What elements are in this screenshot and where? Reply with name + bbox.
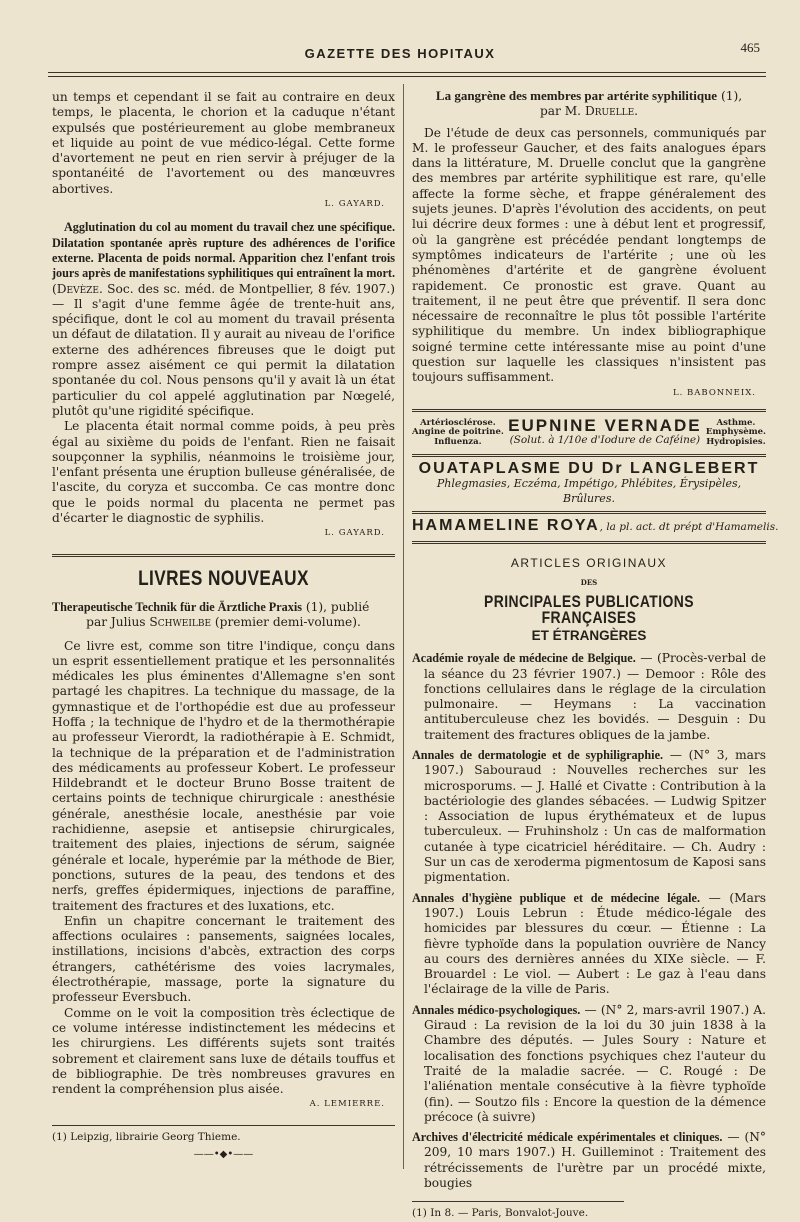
author-prefix: par M. (539, 104, 585, 119)
author: Druelle (584, 104, 635, 119)
footnote: (1) Leipzig, librairie Georg Thieme. (52, 1130, 241, 1143)
ad-indication: Angine de poitrine. (412, 427, 504, 438)
article-text: . Soc. des sc. méd. de Montpellier, 8 fév. 1907.) — Il s'agit d'une femme âgée de trente-huit ans, spécifique, dont le col au moment du travail présenta un défaut de dilatation. Il y aurait au niveau de l'orifice externe des adhérences fibreuses que le doigt put rompre assez aisément ce qui permit la dilatation spontanée du col. Nous pensons qu'il y avait là un état particulier du col appelé agglutination par Nœgelé, plutôt qu'une rigidité spécifique. (52, 281, 395, 418)
ad-eupnine (412, 415, 766, 449)
journal-entry (412, 1130, 766, 1191)
header-rule-bottom (48, 76, 766, 77)
ad-rule (412, 454, 766, 457)
paragraph: De l'étude de deux cas personnels, communiqués par M. le professeur Gaucher, et des faits analogues épars dans la littérature, M. Druelle conclut que la gangrène des membres par artérite syphilitique est rare, qu'elle affecte la forme sèche, et frappe généralement des sujets jeunes. D'après l'évolution des accidents, on peut lui décrire deux formes : une à début lent et progressif, où la gangrène est précédée pendant longtemps de symptômes indicateurs de l'artérite ; une où les phénomènes d'artérite et de gangrène évoluent rapidement. Ce pronostic est grave. Quant au traitement, il ne peut être que préventif. Il sera donc nécessaire de reconnaître le plus tôt possible l'artérite syphilitique du membre. Un index bibliographique soigné termine cette intéressante mise au point d'une question sur laquelle les classiques n'insistent pas toujours suffisamment. (412, 125, 766, 385)
article-agglutination: Agglutination du col au moment du travail chez une spécifique. Dilatation spontanée après rupture des adhérences de l'orifice externe. Placenta de poids normal. Apparition chez l'enfant trois jours après de manifestations syphilitiques qui entraînent la mort. (Devèze. Soc. des sc. méd. de Montpellier, 8 fév. 1907.) — Il s'agit d'une femme âgée de trente-huit ans, spécifique, dont le col au moment du travail présenta un défaut de dilatation. Il y aurait au niveau de l'orifice externe des adhérences fibreuses que le doigt put rompre assez aisément ce qui permit la dilatation spontanée du col. Nous pensons qu'il y avait là un état particulier du col appelé agglutination par Nœgelé, plutôt qu'une rigidité spécifique. (52, 220, 395, 418)
paragraph: Comme on le voit la composition très éclectique de ce volume intéresse indistinctement les médecins et les chirurgiens. Les différents sujets sont traités sobrement et clairement sans luxe de détails touffus et de bibliographie. De très nombreuses gravures en rendent la compréhension plus aisée. (52, 1005, 395, 1097)
signature: L. GAYARD. (324, 199, 385, 210)
ad-hamameline (412, 517, 779, 535)
book-author-line (52, 615, 395, 630)
ad-brand: EUPNINE VERNADE (508, 415, 702, 435)
ad-subtitle: Phlegmasies, Eczéma, Impétigo, Phlébites, Érysipèles, Brûlures. (436, 476, 742, 506)
ad-indication: Hydropisies. (706, 436, 766, 447)
book-author: Schweilbe (149, 615, 212, 630)
article-author-line (412, 104, 766, 119)
journal-title: Annales médico-psychologiques. (412, 1002, 581, 1017)
page-number: 465 (740, 40, 760, 55)
ad-indication: Artériosclérose. (420, 417, 496, 428)
articles-main-heading: PRINCIPALES PUBLICATIONS FRANÇAISES (484, 592, 694, 627)
article-title-line (412, 88, 766, 104)
ad-indications-left (412, 419, 504, 448)
ad-ouataplasme (412, 461, 766, 507)
paragraph: Enfin un chapitre concernant le traitement des affections oculaires : pansements, saignées locales, instillations, incisions d'abcès, extraction des corps étrangers, cathétérisme des voies lacrymales, électrothérapie, massage, porte la signature du professeur Eversbuch. (52, 913, 395, 1005)
book-author-prefix: par Julius (86, 615, 150, 630)
journal-title: Annales d'hygiène publique et de médecine légale. (412, 890, 701, 905)
footnote-rule (412, 1201, 624, 1202)
book-note: (1), publié (301, 599, 370, 614)
ad-indications-right (706, 419, 766, 448)
ad-subtitle: , la pl. act. dt prépt d'Hamamelis. (599, 521, 779, 534)
journal-contents: — (N° 3, mars 1907.) Sabouraud : Nouvelles recherches sur les microsporums. — J. Hallé et Civatte : Contribution à la bactériologie des glandes sébacées. — Ludwig Spitzer : Association de lupus érythémateux et de lupus tuberculeux. — Fruhinsholz : Un cas de malformation cutanée à type cicatriciel héréditaire. — Ch. Audry : Sur un cas de xeroderma pigmentosum de Kaposi sans pigmentation. (424, 747, 766, 885)
journal-contents: — (Procès-verbal de la séance du 23 février 1907.) — Demoor : Rôle des fonctions cellulaires dans le réglage de la circulation pulmonaire. — Heymans : La vaccination antituberculeuse chez les bovidés. — Desguin : Du traitement des fractures obliques de la jambe. (424, 651, 766, 742)
articles-subheading: ET ÉTRANGÈRES (531, 627, 647, 643)
book-author-suffix: (premier demi-volume). (211, 615, 361, 630)
book-title: Therapeutische Technik für die Ärztliche Praxis (52, 599, 302, 614)
article-title: Agglutination du col au moment du travail chez une spécifique. Dilatation spontanée après rupture des adhérences de l'orifice externe. Placenta de poids normal. Apparition chez l'enfant trois jours après de manifestations syphilitiques qui entraînent la mort. (52, 220, 395, 281)
running-header-title: GAZETTE DES HOPITAUX (304, 46, 496, 61)
ad-indication: Influenza. (434, 436, 482, 447)
ornament: ——•◆•—— (193, 1149, 254, 1160)
signature: A. LEMIERRE. (309, 1099, 385, 1110)
ad-rule (412, 511, 766, 514)
paragraph: Le placenta était normal comme poids, à peu près égal au sixième du poids de l'enfant. Rien ne faisait soupçonner la syphilis, néanmoins le troisième jour, l'enfant présenta une éruption bulleuse généralisée, de l'ascite, du coryza et succomba. Ce cas montre donc que le poids normal du placenta ne permet pas d'écarter le diagnostic de syphilis. (52, 419, 395, 526)
ad-indication: Asthme. (716, 417, 756, 428)
journal-title: Archives d'électricité médicale expérimentales et cliniques. (412, 1130, 723, 1145)
journal-entry (412, 748, 766, 886)
author: Devèze (56, 281, 99, 296)
journal-contents: — (Mars 1907.) Louis Lebrun : Étude médico-légale des homicides par blessures du cœur. — Étienne : La fièvre typhoïde dans la population ouvrière de Nancy au cours des dernières années du XIXe siècle. — F. Brouardel : Le viol. — Aubert : Le gaz à l'eau dans l'éclairage de la ville de Paris. (424, 890, 766, 997)
book-title-line (52, 600, 395, 615)
journal-contents: — (N° 209, 10 mars 1907.) H. Guilleminot : Traitement des rétrécissements de l'urètre par un procédé mixte, bougies (424, 1130, 766, 1190)
paragraph: Ce livre est, comme son titre l'indique, conçu dans un esprit essentiellement pratique et les personnalités médicales les plus éminentes d'Allemagne s'en sont partagé les chapitres. La technique du massage, de la gymnastique et de l'orthopédie est due au professeur Hoffa ; la technique de l'hydro et de la thermothérapie au professeur Vierordt, la radiothérapie à E. Schmidt, la technique de la préparation et de l'administration des médicaments au professeur Kobert. Le professeur Hildebrandt et le docteur Bruno Bosse traitent de certains points de technique chirurgicale : anesthésie générale, anesthésie locale, anesthésie par voie rachidienne, asepsie et antisepsie chirurgicales, traitement des plaies, injections de sérum, saignée générale et locale, hyperémie par la méthode de Bier, ponctions, sutures de la peau, des tendons et des nerfs, greffes épidermiques, injections de paraffine, traitement des fractures et des luxations, etc. (52, 638, 395, 913)
section-rule (52, 554, 395, 557)
left-column (52, 90, 395, 1162)
journal-title: Académie royale de médecine de Belgique. (412, 651, 636, 666)
article-title: La gangrène des membres par artérite syphilitique (435, 88, 718, 103)
signature: L. BABONNEIX. (673, 387, 756, 398)
journal-entry (412, 891, 766, 998)
livres-nouveaux-heading: LIVRES NOUVEAUX (138, 566, 309, 590)
signature: L. GAYARD. (324, 528, 385, 539)
journal-title: Annales de dermatologie et de syphiligraphie. (412, 747, 664, 762)
footnote-rule (52, 1125, 395, 1126)
journal-entry (412, 651, 766, 743)
ad-brand: HAMAMELINE ROYA (412, 517, 600, 535)
articles-heading: ARTICLES ORIGINAUX (510, 555, 668, 570)
journal-entry (412, 1003, 766, 1125)
section-rule (412, 541, 766, 544)
footnote: (1) In 8. — Paris, Bonvalot-Jouve. (412, 1207, 589, 1220)
journal-contents: — (N° 2, mars-avril 1907.) A. Giraud : La revision de la loi du 30 juin 1838 à la Chambre des députés. — Jules Soury : Nature et localisation des fonctions psychiques chez l'auteur du Traité de la maladie sacrée. — C. Rougé : De l'aliénation mentale consécutive à la fièvre typhoïde (fin). — Soutzo fils : Encore la question de la démence précoce (à suivre) (424, 1002, 767, 1124)
column-divider (403, 84, 404, 1169)
article-note: (1), (717, 89, 743, 103)
ad-indication: Emphysème. (705, 427, 766, 438)
right-column (412, 88, 779, 1222)
articles-des: DES (580, 578, 598, 588)
ad-subtitle: (Solut. à 1/10e d'Iodure de Caféine) (509, 434, 701, 447)
ad-brand: OUATAPLASME DU Dr LANGLEBERT (418, 459, 760, 477)
header-rule-top (48, 72, 766, 73)
author-suffix: . (634, 104, 639, 119)
ad-rule (412, 409, 766, 412)
paragraph: un temps et cependant il se fait au contraire en deux temps, le placenta, le chorion et la caduque n'étant expulsés que postérieurement au globe membraneux et liquide au point de vue médico-légal. Cette forme d'avortement ne peut en rien servir à préjuger de la spontanéité de l'avortement ou des manœuvres abortives. (52, 90, 395, 196)
ad-brand-block (508, 415, 702, 449)
